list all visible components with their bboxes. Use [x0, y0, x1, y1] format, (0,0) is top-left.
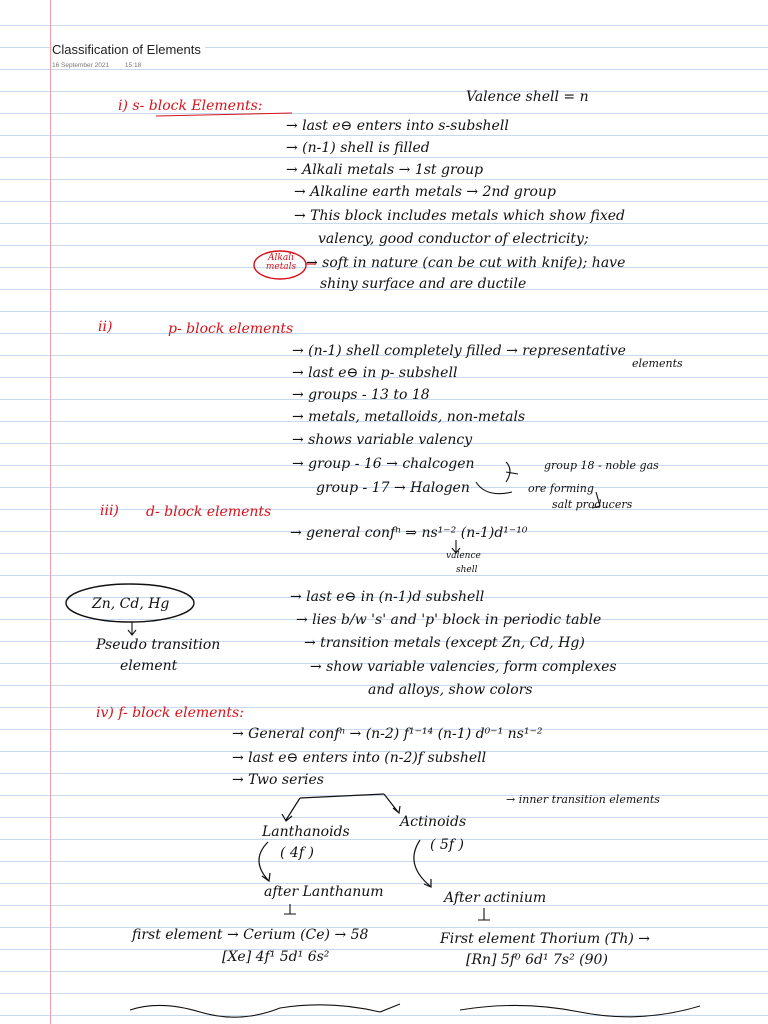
- f-line-2: → last e⊖ enters into (n-2)f subshell: [232, 750, 487, 766]
- p-line-2: → last e⊖ in p- subshell: [292, 365, 458, 381]
- after-lanthanum-tick: [284, 904, 296, 914]
- d-line-4: → transition metals (except Zn, Cd, Hg): [304, 635, 585, 651]
- p-line-7b: ore forming: [528, 482, 594, 495]
- cerium-config: [Xe] 4f¹ 5d¹ 6s²: [222, 949, 330, 965]
- pseudo-elements-label: Zn, Cd, Hg: [92, 596, 170, 612]
- lanthanoids-label: Lanthanoids: [262, 824, 350, 840]
- p-line-7: group - 17 → Halogen: [316, 480, 470, 496]
- p-line-3: → groups - 13 to 18: [292, 387, 430, 403]
- lanthanoids-orbital: ( 4f ): [280, 845, 314, 861]
- series-branch-left: [282, 794, 384, 821]
- page-title: Classification of Elements: [52, 42, 205, 57]
- pseudo-element-label: element: [120, 658, 178, 674]
- lanthanoid-first-element: first element → Cerium (Ce) → 58: [132, 927, 369, 943]
- p-line-7c: salt producers: [552, 498, 633, 511]
- s-line-1: → last e⊖ enters into s-subshell: [286, 118, 509, 134]
- after-actinium-tick: [478, 908, 490, 920]
- note-date: 16 September 2021: [52, 62, 110, 69]
- p-line-1: → (n-1) shell completely filled → representative: [292, 343, 626, 359]
- actinoids-orbital: ( 5f ): [430, 837, 464, 853]
- lanthanoid-arrow: [259, 842, 270, 881]
- halogen-brace: [476, 482, 512, 494]
- d-line-6: and alloys, show colors: [368, 682, 533, 698]
- s-line-3: → Alkali metals → 1st group: [286, 162, 484, 178]
- after-lanthanum: after Lanthanum: [264, 884, 384, 900]
- p-line-4: → metals, metalloids, non-metals: [292, 409, 526, 425]
- note-meta: [52, 62, 155, 69]
- d-block-heading: d- block elements: [146, 504, 272, 520]
- d-block-number: iii): [100, 503, 119, 519]
- p-line-5: → shows variable valency: [292, 432, 473, 448]
- d-line-2: → last e⊖ in (n-1)d subshell: [290, 589, 485, 605]
- f-line-4: → inner transition elements: [506, 793, 660, 806]
- d-line-3: → lies b/w 's' and 'p' block in periodic table: [296, 612, 602, 628]
- p-line-6: → group - 16 → chalcogen: [292, 456, 475, 472]
- alkali-metals-tag: Alkali metals: [265, 253, 297, 272]
- d-line-1c: shell: [456, 565, 478, 575]
- d-line-1: → general confⁿ ⇒ ns¹⁻² (n-1)d¹⁻¹⁰: [290, 525, 528, 541]
- pseudo-arrow: [128, 622, 136, 635]
- chalcogen-brace: [506, 462, 518, 482]
- s-line-6: valency, good conductor of electricity;: [318, 231, 589, 247]
- note-time: 15:18: [124, 62, 142, 69]
- f-block-heading: iv) f- block elements:: [96, 705, 244, 721]
- actinoid-arrow: [414, 840, 431, 887]
- valence-note: Valence shell = n: [466, 89, 589, 105]
- p-line-6b: group 18 - noble gas: [544, 459, 659, 472]
- series-branch-right: [384, 794, 400, 813]
- f-line-1: → General confⁿ → (n-2) f¹⁻¹⁴ (n-1) d⁰⁻¹ ns¹⁻²: [232, 726, 543, 742]
- thorium-config: [Rn] 5f⁰ 6d¹ 7s² (90): [466, 952, 608, 968]
- f-line-3: → Two series: [232, 772, 324, 788]
- p-block-number: ii): [98, 319, 113, 335]
- s-line-5: → This block includes metals which show fixed: [294, 208, 625, 224]
- after-actinium: After actinium: [444, 890, 547, 906]
- pseudo-transition-label: Pseudo transition: [96, 637, 221, 653]
- s-line-2: → (n-1) shell is filled: [286, 140, 430, 156]
- d-line-1b: valence: [446, 551, 481, 561]
- p-block-heading: p- block elements: [168, 321, 294, 337]
- s-line-4: → Alkaline earth metals → 2nd group: [294, 184, 556, 200]
- actinoid-first-element: First element Thorium (Th) →: [440, 931, 650, 947]
- s-block-heading: i) s- block Elements:: [118, 98, 263, 114]
- s-line-7: → soft in nature (can be cut with knife); have: [306, 255, 626, 271]
- actinoids-label: Actinoids: [400, 814, 467, 830]
- s-line-8: shiny surface and are ductile: [320, 276, 527, 292]
- d-line-5: → show variable valencies, form complexes: [310, 659, 617, 675]
- p-line-1b: elements: [632, 357, 683, 370]
- cut-off-scribble: [130, 1004, 700, 1017]
